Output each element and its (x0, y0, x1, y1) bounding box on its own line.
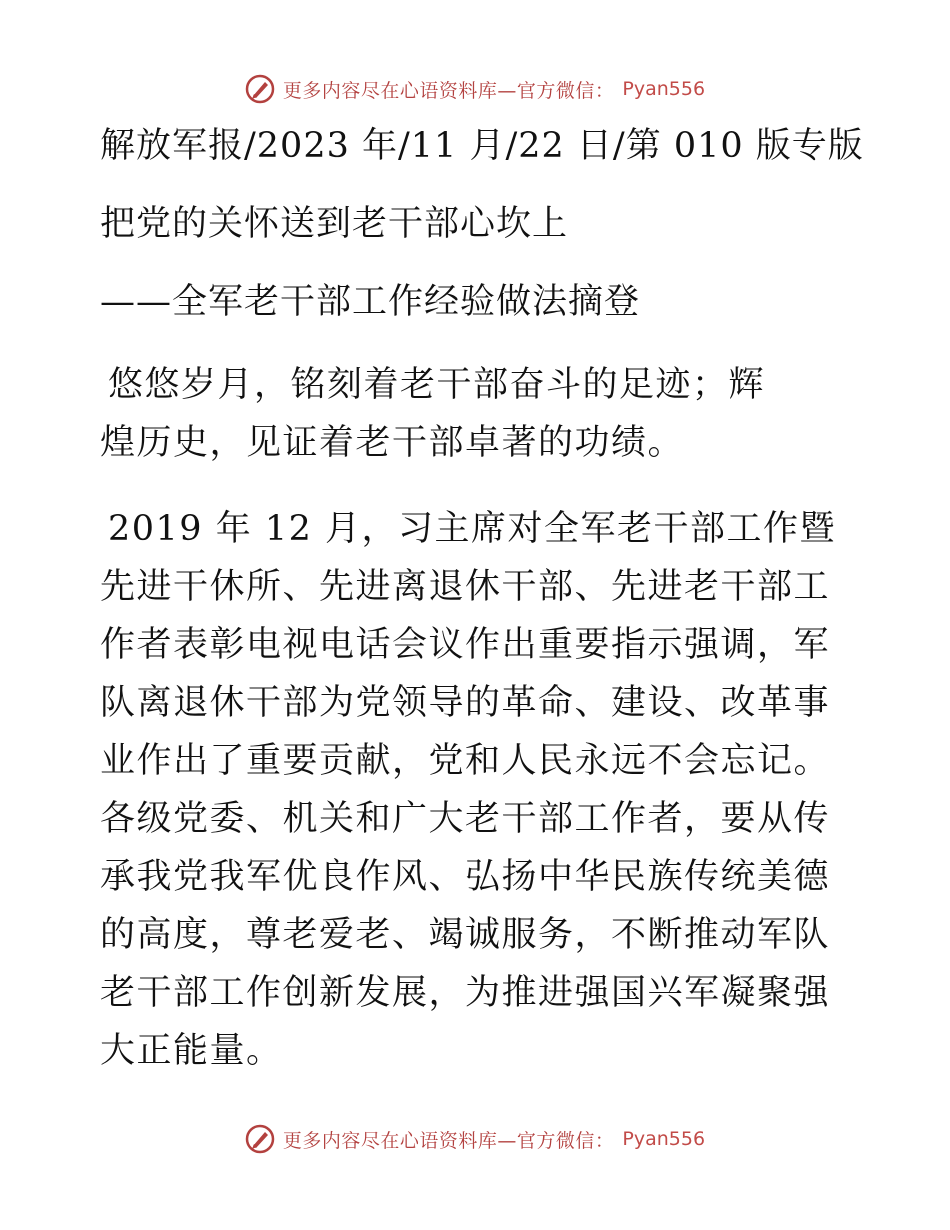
watermark-id: Pyan556 (622, 1128, 706, 1150)
pen-logo-icon (245, 74, 275, 104)
pen-logo-icon (245, 1124, 275, 1154)
source-line: 解放军报/2023 年/11 月/22 日/第 010 版专版 (100, 126, 864, 166)
watermark-id: Pyan556 (622, 78, 706, 100)
paragraph: 悠悠岁月，铭刻着老干部奋斗的足迹；辉煌历史，见证着老干部卓著的功绩。 (100, 365, 766, 463)
watermark-text: 更多内容尽在心语资料库—官方微信： (282, 79, 615, 102)
watermark-text: 更多内容尽在心语资料库—官方微信： (282, 1129, 615, 1152)
header-watermark (0, 74, 950, 104)
article-subtitle: ——全军老干部工作经验做法摘登 (100, 282, 641, 322)
document-page (100, 120, 864, 1080)
footer-watermark (0, 1124, 950, 1154)
paragraph: 2019 年 12 月，习主席对全军老干部工作暨先进干休所、先进离退休干部、先进老干部工作者表彰电视电话会议作出重要指示强调，军队离退休干部为党领导的革命、建设、改革事业作出了重要贡献，党和人民永远不会忘记。各级党委、机关和广大老干部工作者，要从传承我党我军优良作风、弘扬中华民族传统美德的高度，尊老爱老、竭诚服务，不断推动军队老干部工作创新发展，为推进强国兴军凝聚强大正能量。 (100, 509, 836, 1071)
article-title: 把党的关怀送到老干部心坎上 (100, 204, 569, 244)
